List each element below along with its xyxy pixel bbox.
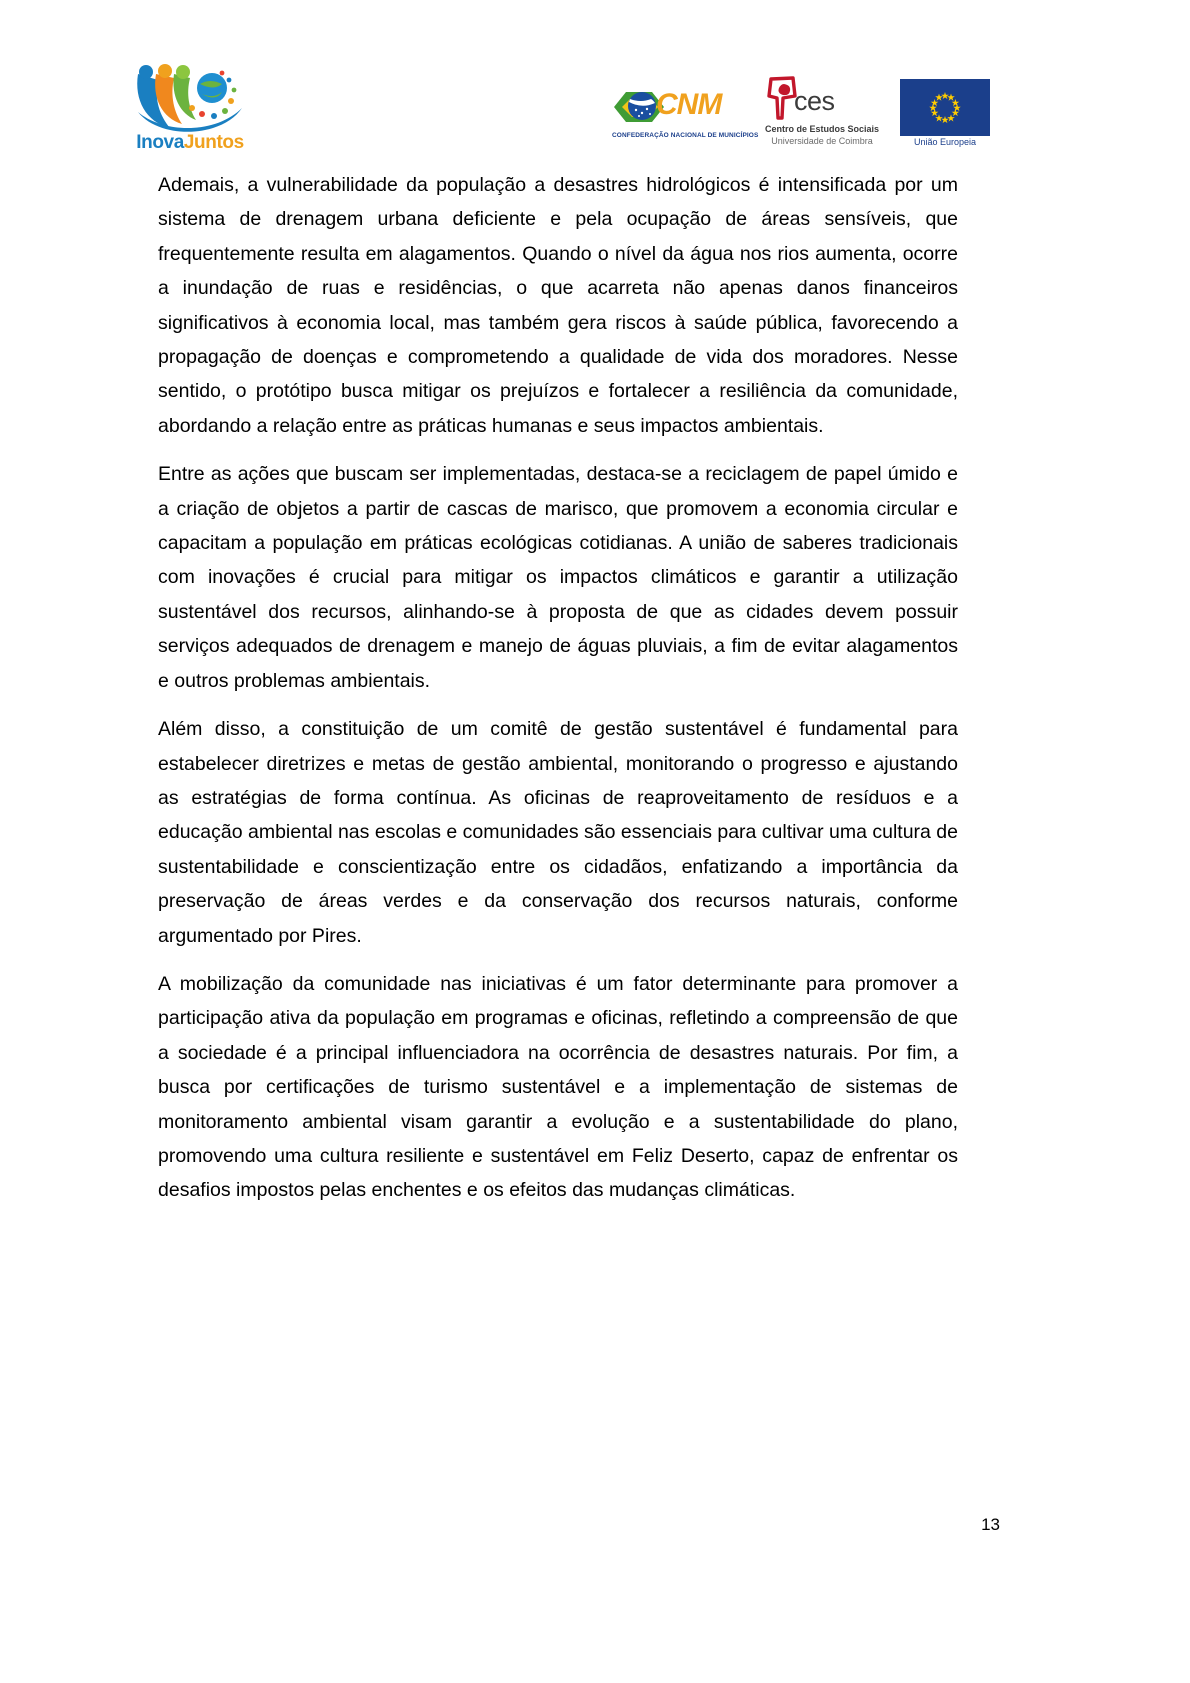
cnm-acronym: CNM	[656, 88, 722, 121]
inova-juntos-wordmark	[130, 132, 250, 154]
inova-juntos-logo	[130, 60, 250, 165]
eu-caption: União Europeia	[913, 137, 977, 147]
inova-juntos-word-2: Juntos	[183, 132, 244, 153]
paragraph-2: Entre as ações que buscam ser implementadas, destaca-se a reciclagem de papel úmido e a criação de objetos a partir de cascas de marisco, que promovem a economia circular e capacitam a população em práticas ecológicas cotidianas. A união de saberes tradicionais com inovações é crucial para mitigar os impactos climáticos e garantir a utilização sustentável dos recursos, alinhando-se à proposta de que as cidades devem possuir serviços adequados de drenagem e manejo de águas pluviais, a fim de evitar alagamentos e outros problemas ambientais.	[158, 463, 958, 692]
paragraph-1: Ademais, a vulnerabilidade da população a desastres hidrológicos é intensificada por um sistema de drenagem urbana deficiente e pela ocupação de áreas sensíveis, que frequentemente resulta em alagamentos. Quando o nível da água nos rios aumenta, ocorre a inundação de ruas e residências, o que acarreta não apenas danos financeiros significativos à economia local, mas também gera riscos à saúde pública, favorecendo a propagação de doenças e comprometendo a qualidade de vida dos moradores. Nesse sentido, o protótipo busca mitigar os prejuízos e fortalecer a resiliência da comunidade, abordando a relação entre as práticas humanas e seus impactos ambientais.	[158, 174, 958, 437]
ces-acronym: ces	[794, 86, 835, 116]
inova-juntos-word-1: Inova	[136, 132, 184, 153]
cnm-subtitle: CONFEDERAÇÃO NACIONAL DE MUNICÍPIOS	[612, 132, 759, 139]
european-union-logo	[900, 79, 990, 155]
ces-line-1: Centro de Estudos Sociais	[764, 124, 880, 134]
inova-juntos-mark-icon	[130, 60, 250, 132]
cnm-logo	[612, 82, 759, 152]
paragraph-3: Além disso, a constituição de um comitê de gestão sustentável é fundamental para estabelecer diretrizes e metas de gestão ambiental, monitorando o progresso e ajustando as estratégias de forma contínua. As oficinas de reaproveitamento de resíduos e a educação ambiental nas escolas e comunidades são essenciais para cultivar uma cultura de sustentabilidade e conscientização entre os cidadãos, enfatizando a importância da preservação de áreas verdes e da conservação dos recursos naturais, conforme argumentado por Pires.	[158, 718, 958, 947]
ces-logo	[762, 76, 882, 156]
page-number: 13	[981, 1515, 1000, 1534]
ces-logo-row	[762, 76, 882, 122]
document-body	[158, 168, 958, 1208]
page-header	[0, 32, 1190, 152]
paragraph-4: A mobilização da comunidade nas iniciativas é um fator determinante para promover a participação ativa da população em programas e oficinas, refletindo a compreensão de que a sociedade é a principal influenciadora na ocorrência de desastres naturais. Por fim, a busca por certificações de turismo sustentável e a implementação de sistemas de monitoramento ambiental visam garantir a evolução e a sustentabilidade do plano, promovendo uma cultura resiliente e sustentável em Feliz Deserto, capaz de enfrentar os desafios impostos pelas enchentes e os efeitos das mudanças climáticas.	[158, 972, 958, 1202]
eu-flag-icon	[900, 79, 990, 136]
cnm-logo-row	[612, 82, 742, 130]
ces-line-2: Universidade de Coimbra	[771, 136, 873, 146]
